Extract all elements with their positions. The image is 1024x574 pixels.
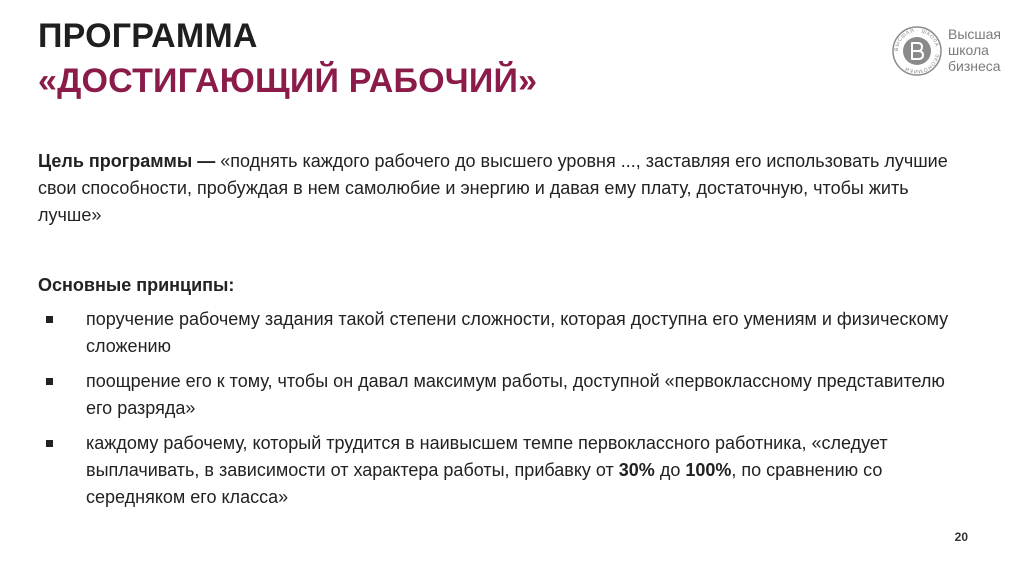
principles-list	[38, 306, 968, 519]
list-item-text-part: каждому рабочему, который трудится в наивысшем темпе первоклассного работника, «следует выплачивать, в зависимости от характера работы, прибавку от	[86, 433, 888, 480]
page-title	[38, 14, 537, 104]
list-item-text: поручение рабочему задания такой степени сложности, которая доступна его умениям и физическому сложению	[86, 309, 949, 356]
hse-emblem-icon	[892, 26, 942, 76]
list-item	[38, 306, 968, 360]
logo-text	[948, 26, 1001, 74]
list-item	[38, 368, 968, 422]
logo-line-1: Высшая	[948, 26, 1001, 42]
square-bullet-icon	[46, 316, 53, 323]
program-goal	[38, 148, 968, 229]
goal-dash: —	[192, 151, 221, 171]
seal-text: ВЫСШАЯ · ШКОЛА · ЭКОНОМИКИ	[893, 27, 941, 75]
percent-30: 30%	[618, 460, 655, 480]
list-item-text-part: до	[654, 460, 686, 480]
logo-line-3: бизнеса	[948, 58, 1001, 74]
square-bullet-icon	[46, 440, 53, 447]
percent-100: 100%	[685, 460, 732, 480]
goal-label: Цель программы	[38, 151, 193, 171]
list-item-text: поощрение его к тому, чтобы он давал максимум работы, доступной «первоклассному представителю его разряда»	[86, 371, 945, 418]
square-bullet-icon	[46, 378, 53, 385]
principles-heading: Основные принципы:	[38, 275, 235, 295]
list-item-text	[86, 433, 888, 507]
list-item	[38, 430, 968, 511]
logo-line-2: школа	[948, 42, 989, 58]
goal-text: «поднять каждого рабочего до высшего уровня ..., заставляя его использовать лучшие свои способности, пробуждая в нем самолюбие и энергию и давая ему плату, достаточную, чтобы жить лучше»	[38, 151, 948, 225]
title-line-1: ПРОГРАММА	[38, 17, 258, 55]
list-item-text-part: , по сравнению со середняком его класса»	[86, 460, 883, 507]
hse-logo	[892, 24, 1002, 80]
page-number: 20	[954, 530, 968, 544]
title-line-2: «ДОСТИГАЮЩИЙ РАБОЧИЙ»	[38, 62, 538, 100]
